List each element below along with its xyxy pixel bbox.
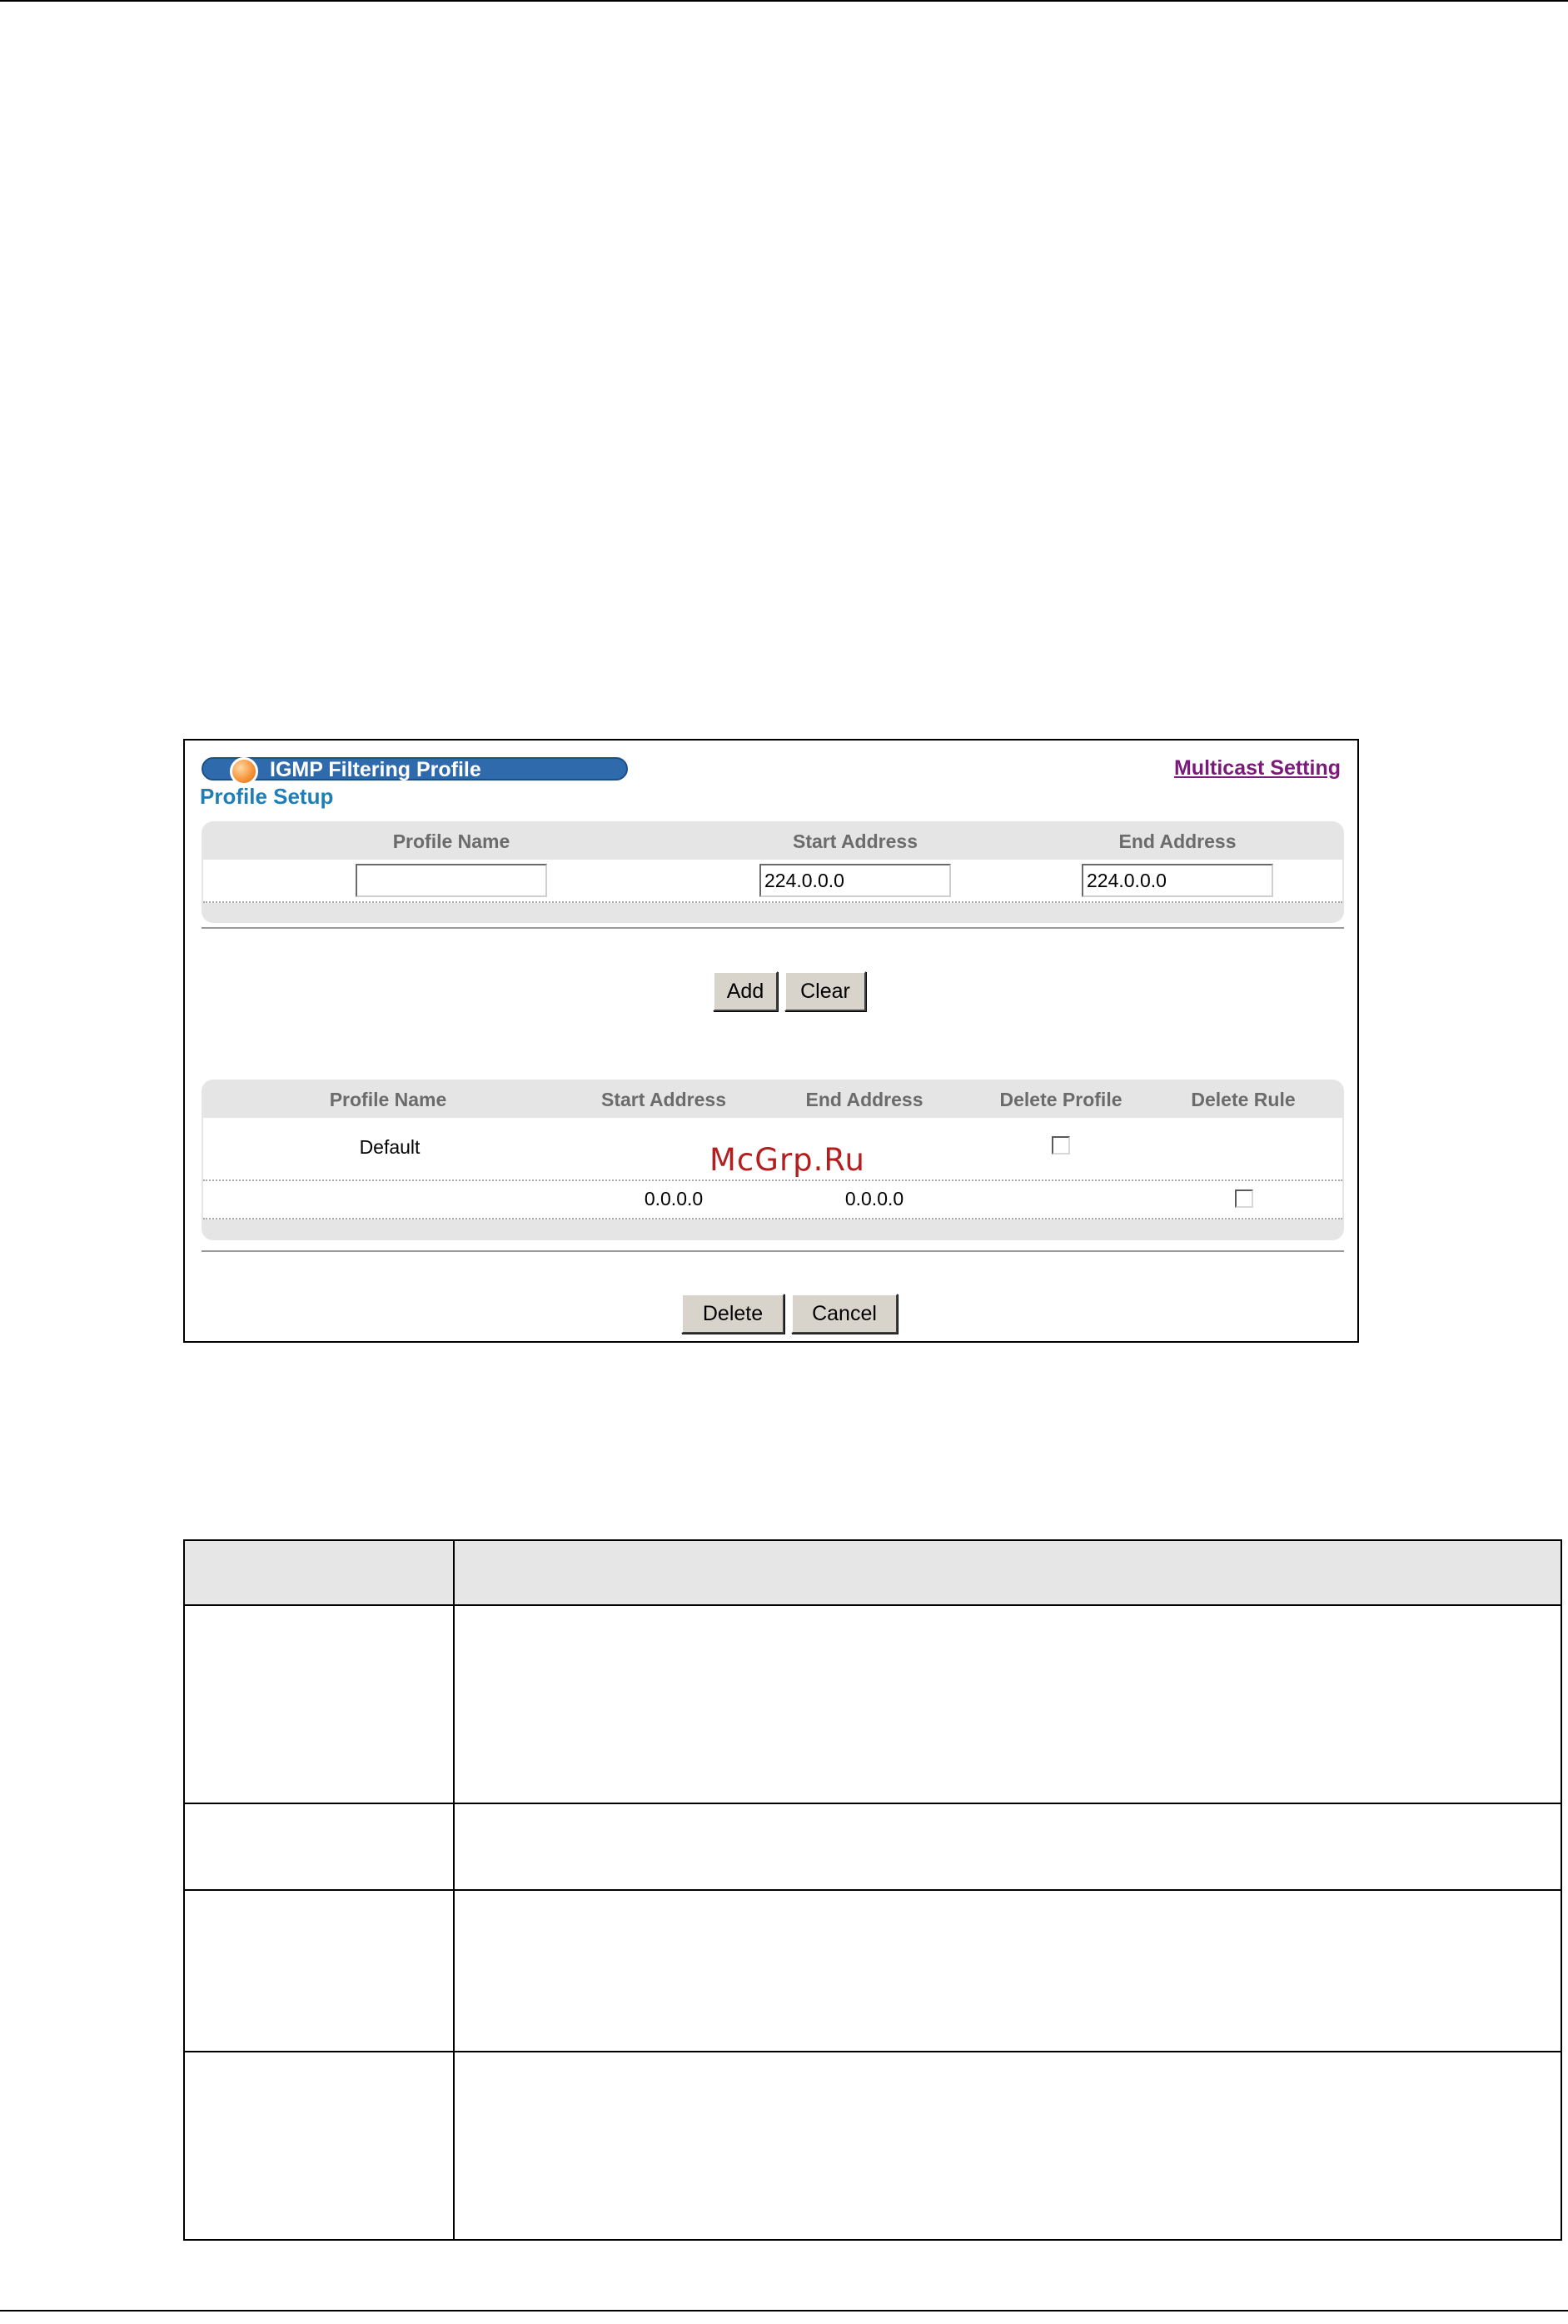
list-col-profile-name: Profile Name [329,1089,447,1110]
profile-list-header [202,1080,1344,1118]
end-address-input[interactable] [1082,864,1273,897]
separator-1 [202,927,1344,929]
page-top-rule [0,0,1568,2]
multicast-setting-link[interactable]: Multicast Setting [1173,756,1341,780]
profile-setup-row [203,860,1342,903]
description-table-header [185,1541,1561,1606]
col-end-address: End Address [1118,830,1237,852]
description-table [183,1539,1562,2241]
clear-button[interactable]: Clear [784,971,866,1011]
profile-setup-heading: Profile Setup [200,784,334,809]
start-address-input[interactable] [759,864,951,897]
col-start-address: Start Address [793,830,918,852]
list-col-start-address: Start Address [601,1089,726,1110]
delete-rule-checkbox[interactable] [1235,1189,1253,1208]
list-col-end-address: End Address [805,1089,923,1110]
row-profile-name: Default [359,1136,421,1158]
description-row-divider [185,2051,1561,2052]
panel-title: IGMP Filtering Profile [270,758,481,781]
description-row-divider [185,1803,1561,1804]
profile-name-input[interactable] [356,864,547,897]
cancel-button[interactable]: Cancel [791,1294,898,1334]
table-row [203,1181,1342,1219]
page-bottom-rule [0,2310,1568,2312]
igmp-filtering-profile-panel [183,739,1359,1343]
description-row-divider [185,1889,1561,1891]
panel-title-bar [202,757,628,780]
list-col-delete-profile: Delete Profile [999,1089,1122,1110]
add-button[interactable]: Add [713,971,778,1011]
delete-profile-checkbox[interactable] [1052,1136,1070,1155]
delete-button[interactable]: Delete [681,1294,784,1334]
watermark-logo: McGrp.Ru [709,1142,865,1178]
col-profile-name: Profile Name [392,830,510,852]
profile-setup-grid [202,821,1344,923]
orange-ball-icon [230,757,258,785]
profile-setup-header [202,821,1344,860]
rule-end-address: 0.0.0.0 [844,1188,904,1209]
rule-start-address: 0.0.0.0 [644,1188,704,1209]
list-col-delete-rule: Delete Rule [1191,1089,1296,1110]
separator-2 [202,1250,1344,1252]
